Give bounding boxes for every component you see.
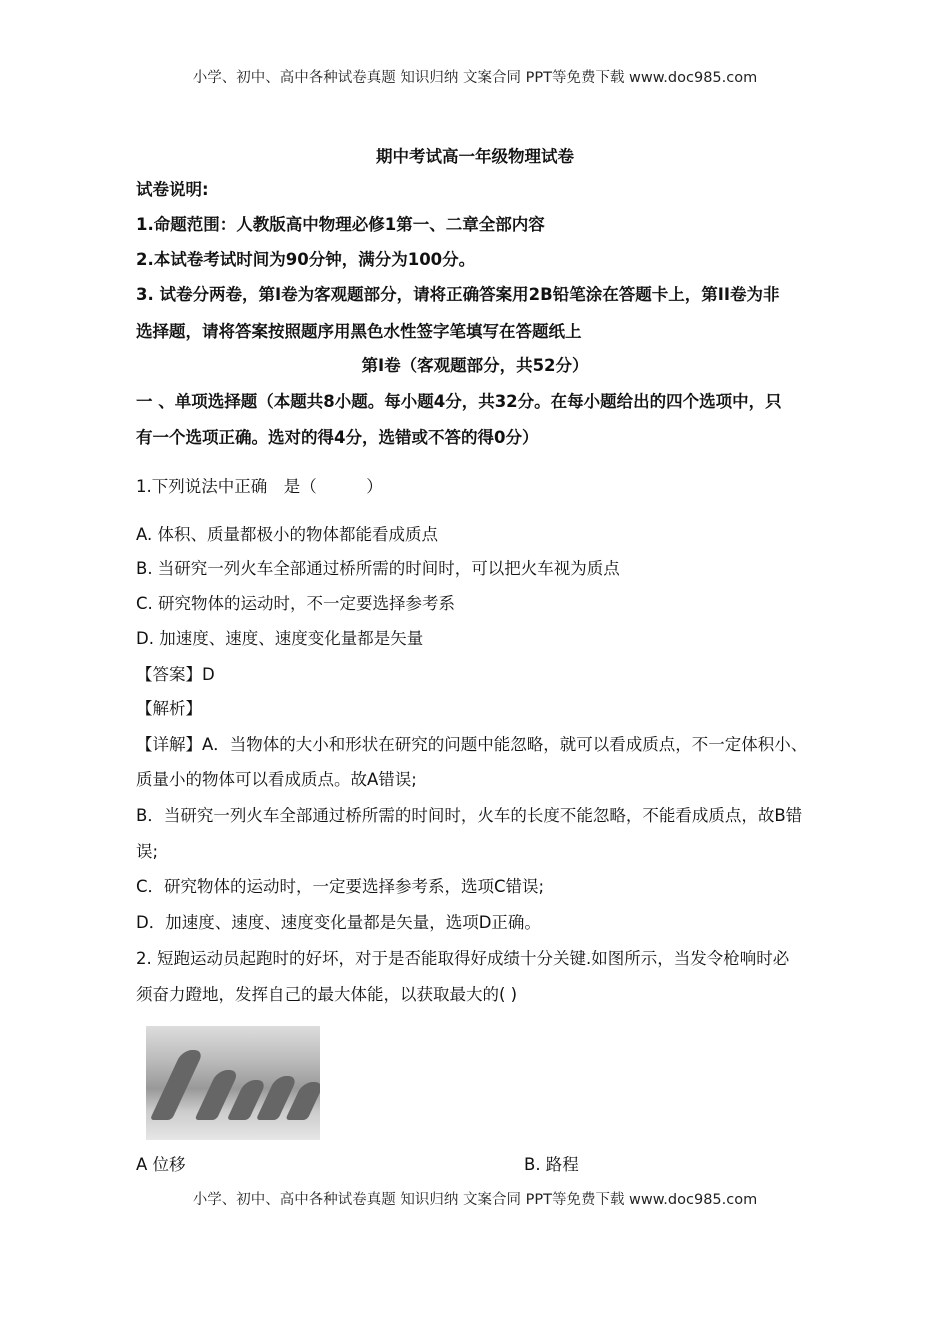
instruction-line: 1.命题范围：人教版高中物理必修1第一、二章全部内容 [136,215,545,234]
detail-line: B．当研究一列火车全部通过桥所需的时间时，火车的长度不能忽略，不能看成质点，故B错 [136,806,803,825]
section-desc: 一 、单项选择题（本题共8小题。每小题4分，共32分。在每小题给出的四个选项中，只 [136,392,782,411]
exam-title: 期中考试高一年级物理试卷 [376,147,574,166]
page-header: 小学、初中、高中各种试卷真题 知识归纳 文案合同 PPT等免费下载 www.doc985.com [192,70,758,86]
analysis-label: 【解析】 [136,699,202,718]
instruction-line: 选择题，请将答案按照题序用黑色水性签字笔填写在答题纸上 [136,322,582,341]
q2-option-a: A 位移 [136,1155,186,1174]
detail-line: 【详解】A．当物体的大小和形状在研究的问题中能忽略，就可以看成质点，不一定体积小、 [136,735,808,754]
section-desc: 有一个选项正确。选对的得4分，选错或不答的得0分） [136,428,539,447]
answer: 【答案】D [136,665,215,684]
instruction-line: 3. 试卷分两卷，第I卷为客观题部分，请将正确答案用2B铅笔涂在答题卡上，第II卷为非 [136,285,780,304]
option-d: D. 加速度、速度、速度变化量都是矢量 [136,629,424,648]
detail-line: D．加速度、速度、速度变化量都是矢量，选项D正确。 [136,913,541,932]
question-1-stem: 1.下列说法中正确 是（ ） [136,477,383,496]
section-title: 第I卷（客观题部分，共52分） [361,356,589,375]
detail-line: 质量小的物体可以看成质点。故A错误; [136,770,417,789]
instructions-heading: 试卷说明: [136,180,209,199]
question-2-stem: 须奋力蹬地，发挥自己的最大体能，以获取最大的( ) [136,985,518,1004]
detail-line: 误; [136,842,159,861]
question-2-stem: 2. 短跑运动员起跑时的好坏，对于是否能取得好成绩十分关键.如图所示，当发令枪响时必 [136,949,790,968]
option-a: A. 体积、质量都极小的物体都能看成质点 [136,525,438,544]
detail-line: C．研究物体的运动时，一定要选择参考系，选项C错误; [136,877,545,896]
option-b: B. 当研究一列火车全部通过桥所需的时间时，可以把火车视为质点 [136,559,620,578]
page-footer: 小学、初中、高中各种试卷真题 知识归纳 文案合同 PPT等免费下载 www.doc985.com [192,1192,758,1208]
option-c: C. 研究物体的运动时，不一定要选择参考系 [136,594,456,613]
sprinters-image [146,1026,320,1140]
q2-option-b: B. 路程 [524,1155,579,1174]
instruction-line: 2.本试卷考试时间为90分钟，满分为100分。 [136,250,476,269]
